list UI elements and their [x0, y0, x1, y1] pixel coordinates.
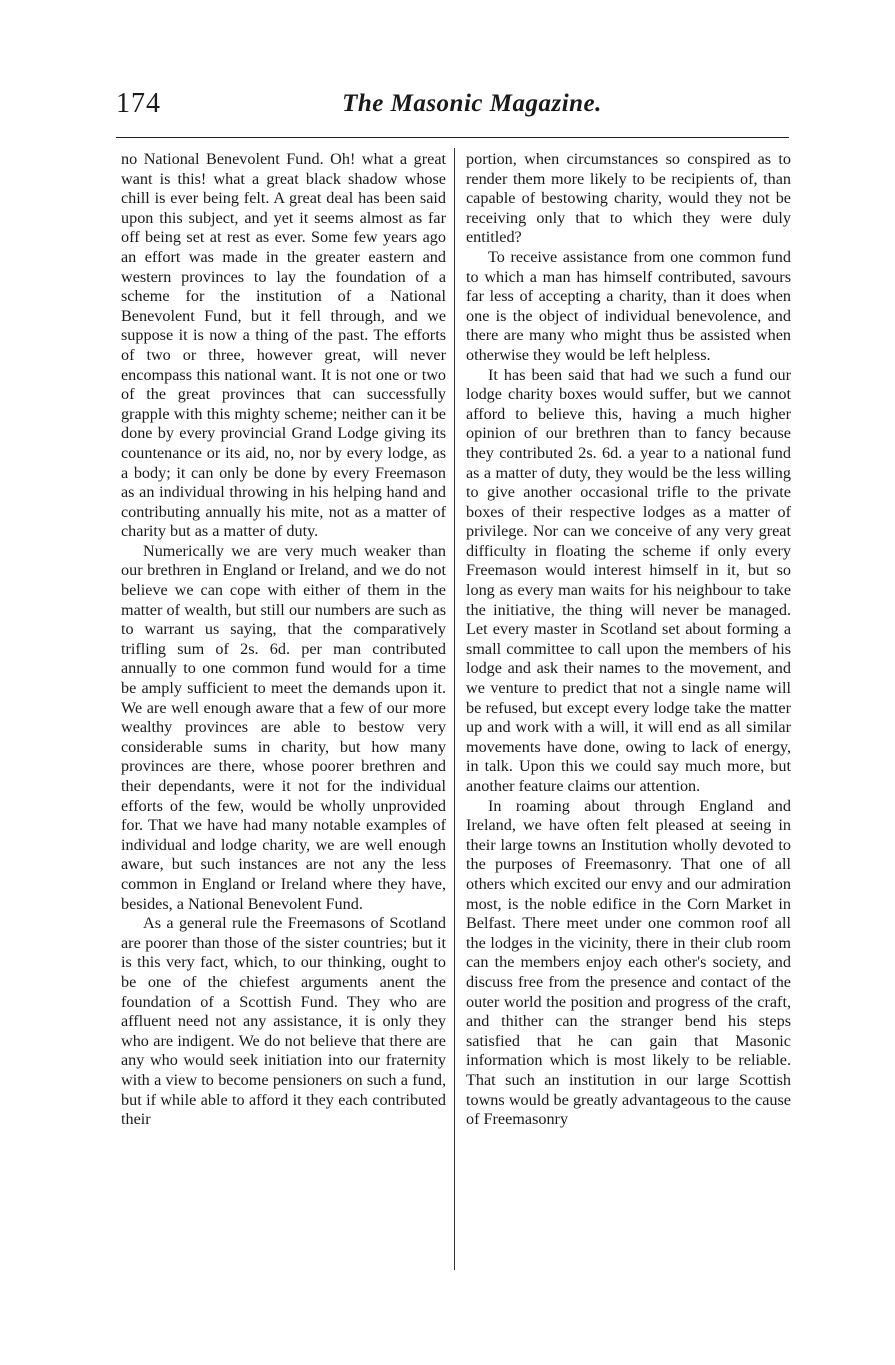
- paragraph: no National Benevolent Fund. Oh! what a great want is this! what a great black shadow whose chill is ever being felt. A great deal has been said upon this subject, and yet it seems almost as far off being set at rest as ever. Some few years ago an effort was made in the greater eastern and western provinces to lay the foundation of a scheme for the institution of a National Benevolent Fund, but it fell through, and we suppose it is now a thing of the past. The efforts of two or three, however great, will never encompass this national want. It is not one or two of the great provinces that can successfully grapple with this mighty scheme; neither can it be done by every provincial Grand Lodge giving its countenance or its aid, no, nor by every lodge, as a body; it can only be done by every Freemason as an individual throwing in his helping hand and contributing annually his mite, not as a matter of charity but as a matter of duty.: [121, 150, 446, 541]
- paragraph: portion, when circumstances so conspired as to render them more likely to be recipients of, than capable of bestowing charity, would they not be receiving only that to which they were duly entitled?: [466, 150, 791, 247]
- running-title: The Masonic Magazine.: [342, 90, 602, 117]
- paragraph: To receive assistance from one common fund to which a man has himself contributed, savours far less of accepting a charity, than it does when one is the object of individual benevolence, and there are many who might thus be assisted when otherwise they would be left helpless.: [466, 247, 791, 364]
- header-rule: [116, 137, 789, 138]
- page-header: [116, 88, 788, 128]
- paragraph: Numerically we are very much weaker than our brethren in England or Ireland, and we do not believe we can cope with either of them in the matter of wealth, but still our numbers are such as to warrant us saying, that the comparatively trifling sum of 2s. 6d. per man contributed annually to one common fund would for a time be amply sufficient to meet the demands upon it. We are well enough aware that a few of our more wealthy provinces are able to bestow very considerable sums in charity, but how many provinces are there, whose poorer brethren and their dependants, were it not for the individual efforts of the few, would be wholly unprovided for. That we have had many notable examples of individual and lodge charity, we are well enough aware, but such instances are not any the less common in England or Ireland where they have, besides, a National Benevolent Fund.: [121, 541, 446, 913]
- right-column: [466, 150, 791, 1130]
- left-column: [121, 150, 446, 1130]
- paragraph: It has been said that had we such a fund our lodge charity boxes would suffer, but we cannot afford to believe this, having a much higher opinion of our brethren than to fancy because they contributed 2s. 6d. a year to a national fund as a matter of duty, they would be the less willing to give another occasional trifle to the private boxes of their respective lodges as a matter of privilege. Nor can we conceive of any very great difficulty in floating the scheme if only every Freemason would interest himself in it, but so long as every man waits for his neighbour to take the initiative, the thing will never be managed. Let every master in Scotland set about forming a small committee to call upon the members of his lodge and ask their names to the movement, and we venture to predict that not a single name will be refused, but except every lodge take the matter up and work with a will, it will end as all similar movements have done, owing to lack of energy, in talk. Upon this we could say much more, but another feature claims our attention.: [466, 365, 791, 795]
- page-number: 174: [116, 88, 161, 119]
- column-divider: [454, 148, 455, 1270]
- paragraph: In roaming about through England and Ireland, we have often felt pleased at seeing in their large towns an Institution wholly devoted to the purposes of Freemasonry. That one of all others which excited our envy and our admiration most, is the noble edifice in the Corn Market in Belfast. There meet under one common roof all the lodges in the vicinity, there in their club room can the members enjoy each other's society, and discuss free from the presence and contact of the outer world the position and progress of the craft, and thither can the stranger bend his steps satisfied that he can gain that Masonic information which is most likely to be reliable. That such an institution in our large Scottish towns would be greatly advantageous to the cause of Freemasonry: [466, 796, 791, 1129]
- paragraph: As a general rule the Freemasons of Scotland are poorer than those of the sister countries; but it is this very fact, which, to our thinking, ought to be one of the chiefest arguments anent the foundation of a Scottish Fund. They who are affluent need not any assistance, it is only they who are indigent. We do not believe that there are any who would seek initiation into our fraternity with a view to become pensioners on such a fund, but if while able to afford it they each contributed their: [121, 914, 446, 1129]
